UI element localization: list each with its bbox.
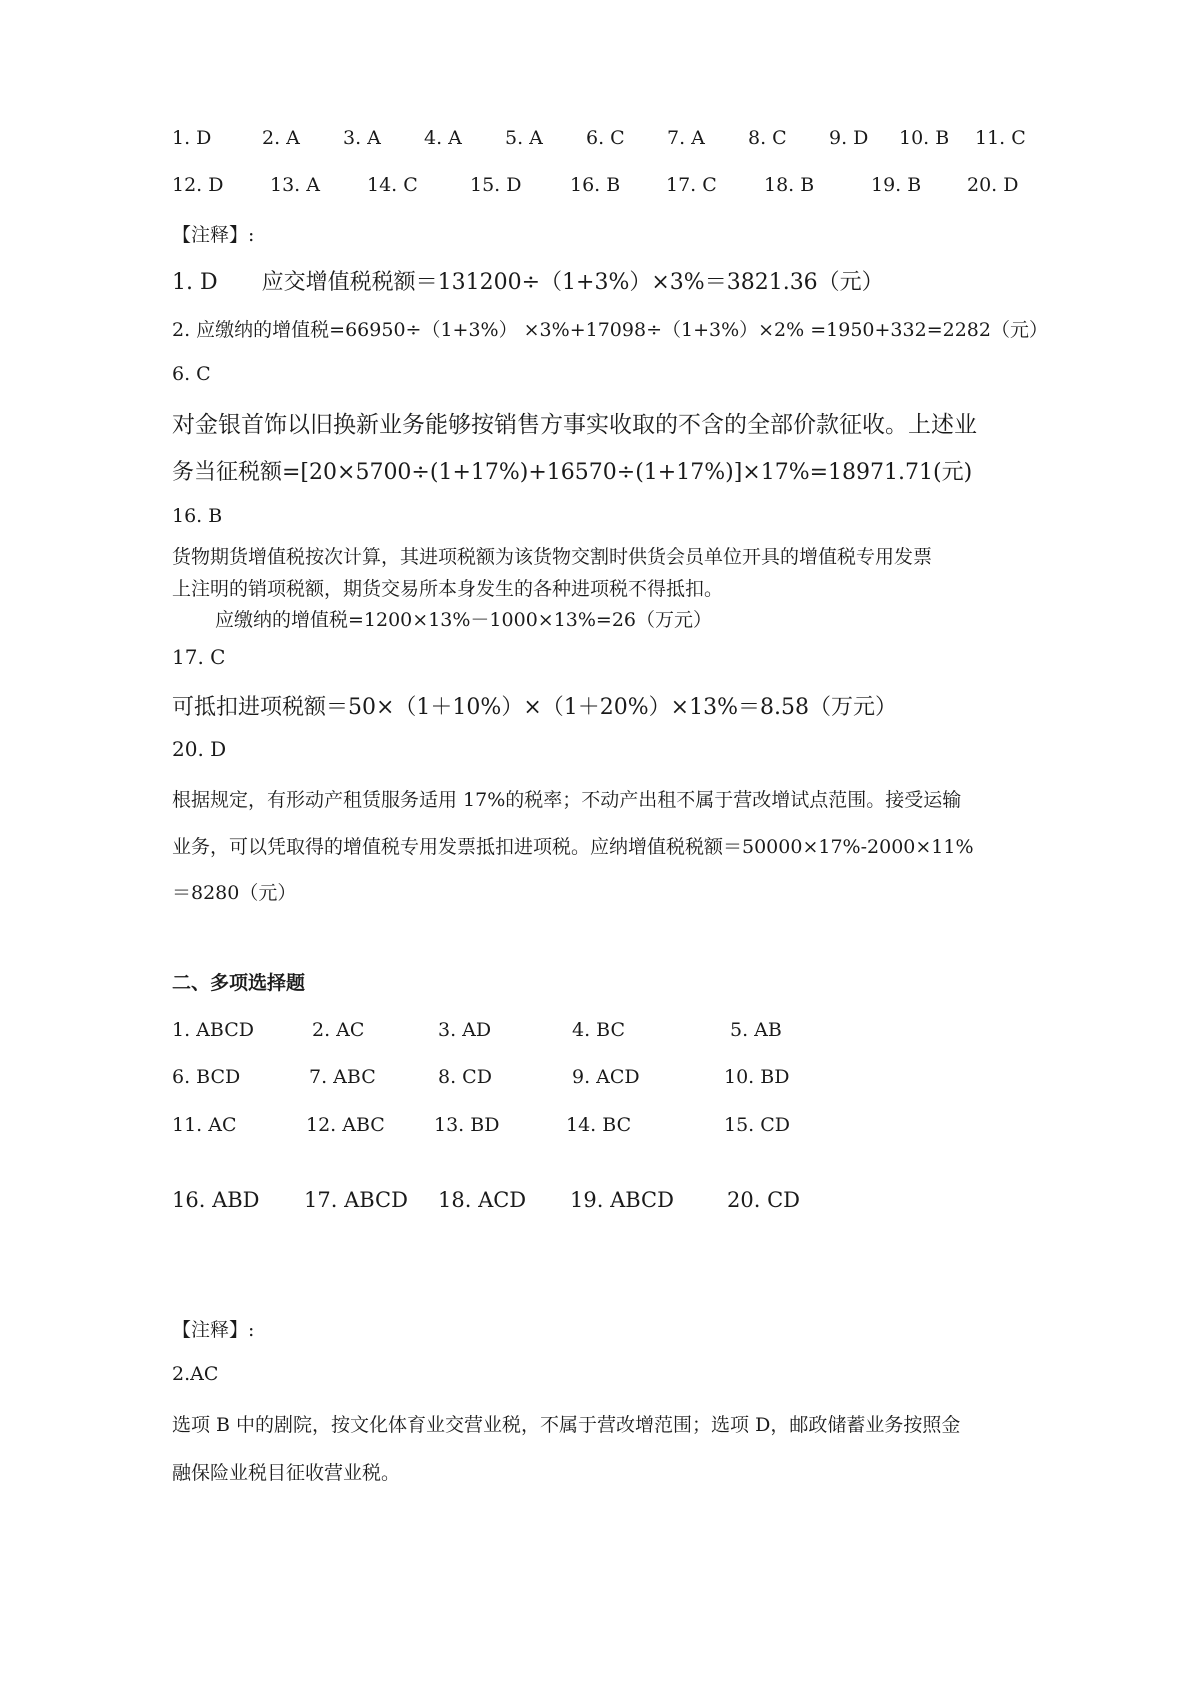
answer-item: 8. CD [438, 1066, 492, 1088]
answer-item: 16. ABD [172, 1188, 260, 1212]
answer-item: 18. B [764, 174, 815, 196]
answer-item: 1. D [172, 127, 212, 149]
answer-item: 17. C [666, 174, 717, 196]
answer-item: 19. ABCD [570, 1188, 674, 1212]
answer-item: 7. ABC [309, 1066, 376, 1088]
note-text: 2. 应缴纳的增值税=66950÷（1+3%） ×3%+17098÷（1+3%）×2% =1950+332=2282（元） [172, 319, 1048, 341]
answer-item: 20. D [967, 174, 1019, 196]
note-text: 1. D 应交增值税税额＝131200÷（1+3%）×3%＝3821.36（元） [172, 270, 884, 295]
answer-item: 19. B [871, 174, 922, 196]
note-text: 选项 B 中的剧院，按文化体育业交营业税，不属于营改增范围；选项 D，邮政储蓄业务按照金 [172, 1414, 961, 1436]
answer-item: 15. CD [724, 1114, 791, 1136]
answer-item: 16. B [570, 174, 621, 196]
answer-item: 17. ABCD [304, 1188, 408, 1212]
note-number: 16. B [172, 505, 223, 527]
answer-item: 7. A [667, 127, 705, 149]
answer-item: 2. AC [312, 1019, 365, 1041]
answer-item: 11. AC [172, 1114, 237, 1136]
note-number: 17. C [172, 645, 226, 669]
note-text: 业务，可以凭取得的增值税专用发票抵扣进项税。应纳增值税税额＝50000×17%-2000×11% [172, 836, 974, 858]
answer-item: 18. ACD [438, 1188, 527, 1212]
answer-item: 14. C [367, 174, 418, 196]
answer-item: 1. ABCD [172, 1019, 254, 1041]
answer-row [0, 118, 1191, 158]
answer-item: 4. A [424, 127, 462, 149]
answer-item: 3. A [343, 127, 381, 149]
answer-item: 2. A [262, 127, 300, 149]
answer-item: 10. BD [724, 1066, 790, 1088]
notes-heading: 【注释】: [172, 224, 255, 246]
note-text: 融保险业税目征收营业税。 [172, 1462, 401, 1484]
answer-item: 9. ACD [572, 1066, 640, 1088]
answer-item: 12. D [172, 174, 224, 196]
note-text: 根据规定，有形动产租赁服务适用 17%的税率；不动产出租不属于营改增试点范围。接受运输 [172, 789, 962, 811]
answer-item: 10. B [899, 127, 950, 149]
note-text: 上注明的销项税额，期货交易所本身发生的各种进项税不得抵扣。 [172, 578, 724, 600]
answer-item: 6. C [586, 127, 625, 149]
answer-row [0, 1057, 1191, 1097]
answer-item: 8. C [748, 127, 787, 149]
note-number: 2.AC [172, 1363, 219, 1385]
answer-item: 5. AB [730, 1019, 782, 1041]
answer-item: 5. A [505, 127, 543, 149]
answer-item: 20. CD [727, 1188, 800, 1212]
note-text: 务当征税额=[20×5700÷(1+17%)+16570÷(1+17%)]×17%=18971.71(元) [172, 460, 973, 485]
answer-item: 6. BCD [172, 1066, 241, 1088]
answer-item: 15. D [470, 174, 522, 196]
answer-item: 13. BD [434, 1114, 500, 1136]
answer-item: 3. AD [438, 1019, 492, 1041]
note-text: 可抵扣进项税额＝50×（1＋10%）×（1＋20%）×13%＝8.58（万元） [172, 695, 897, 720]
answer-item: 13. A [270, 174, 320, 196]
answer-item: 9. D [829, 127, 869, 149]
answer-row [0, 165, 1191, 205]
answer-item: 11. C [975, 127, 1026, 149]
note-number: 6. C [172, 363, 211, 385]
answer-row [0, 1105, 1191, 1145]
note-text: 货物期货增值税按次计算，其进项税额为该货物交割时供货会员单位开具的增值税专用发票 [172, 546, 933, 568]
note-text: ＝8280（元） [172, 882, 297, 904]
notes-heading: 【注释】: [172, 1319, 255, 1341]
note-text: 对金银首饰以旧换新业务能够按销售方事实收取的不含的全部价款征收。上述业 [172, 412, 977, 438]
answer-item: 14. BC [566, 1114, 632, 1136]
note-text: 应缴纳的增值税=1200×13%－1000×13%=26（万元） [215, 609, 713, 631]
section-title: 二、多项选择题 [172, 972, 306, 994]
answer-row [0, 1180, 1191, 1220]
answer-item: 4. BC [572, 1019, 626, 1041]
note-number: 20. D [172, 737, 227, 761]
answer-row [0, 1010, 1191, 1050]
answer-item: 12. ABC [306, 1114, 385, 1136]
